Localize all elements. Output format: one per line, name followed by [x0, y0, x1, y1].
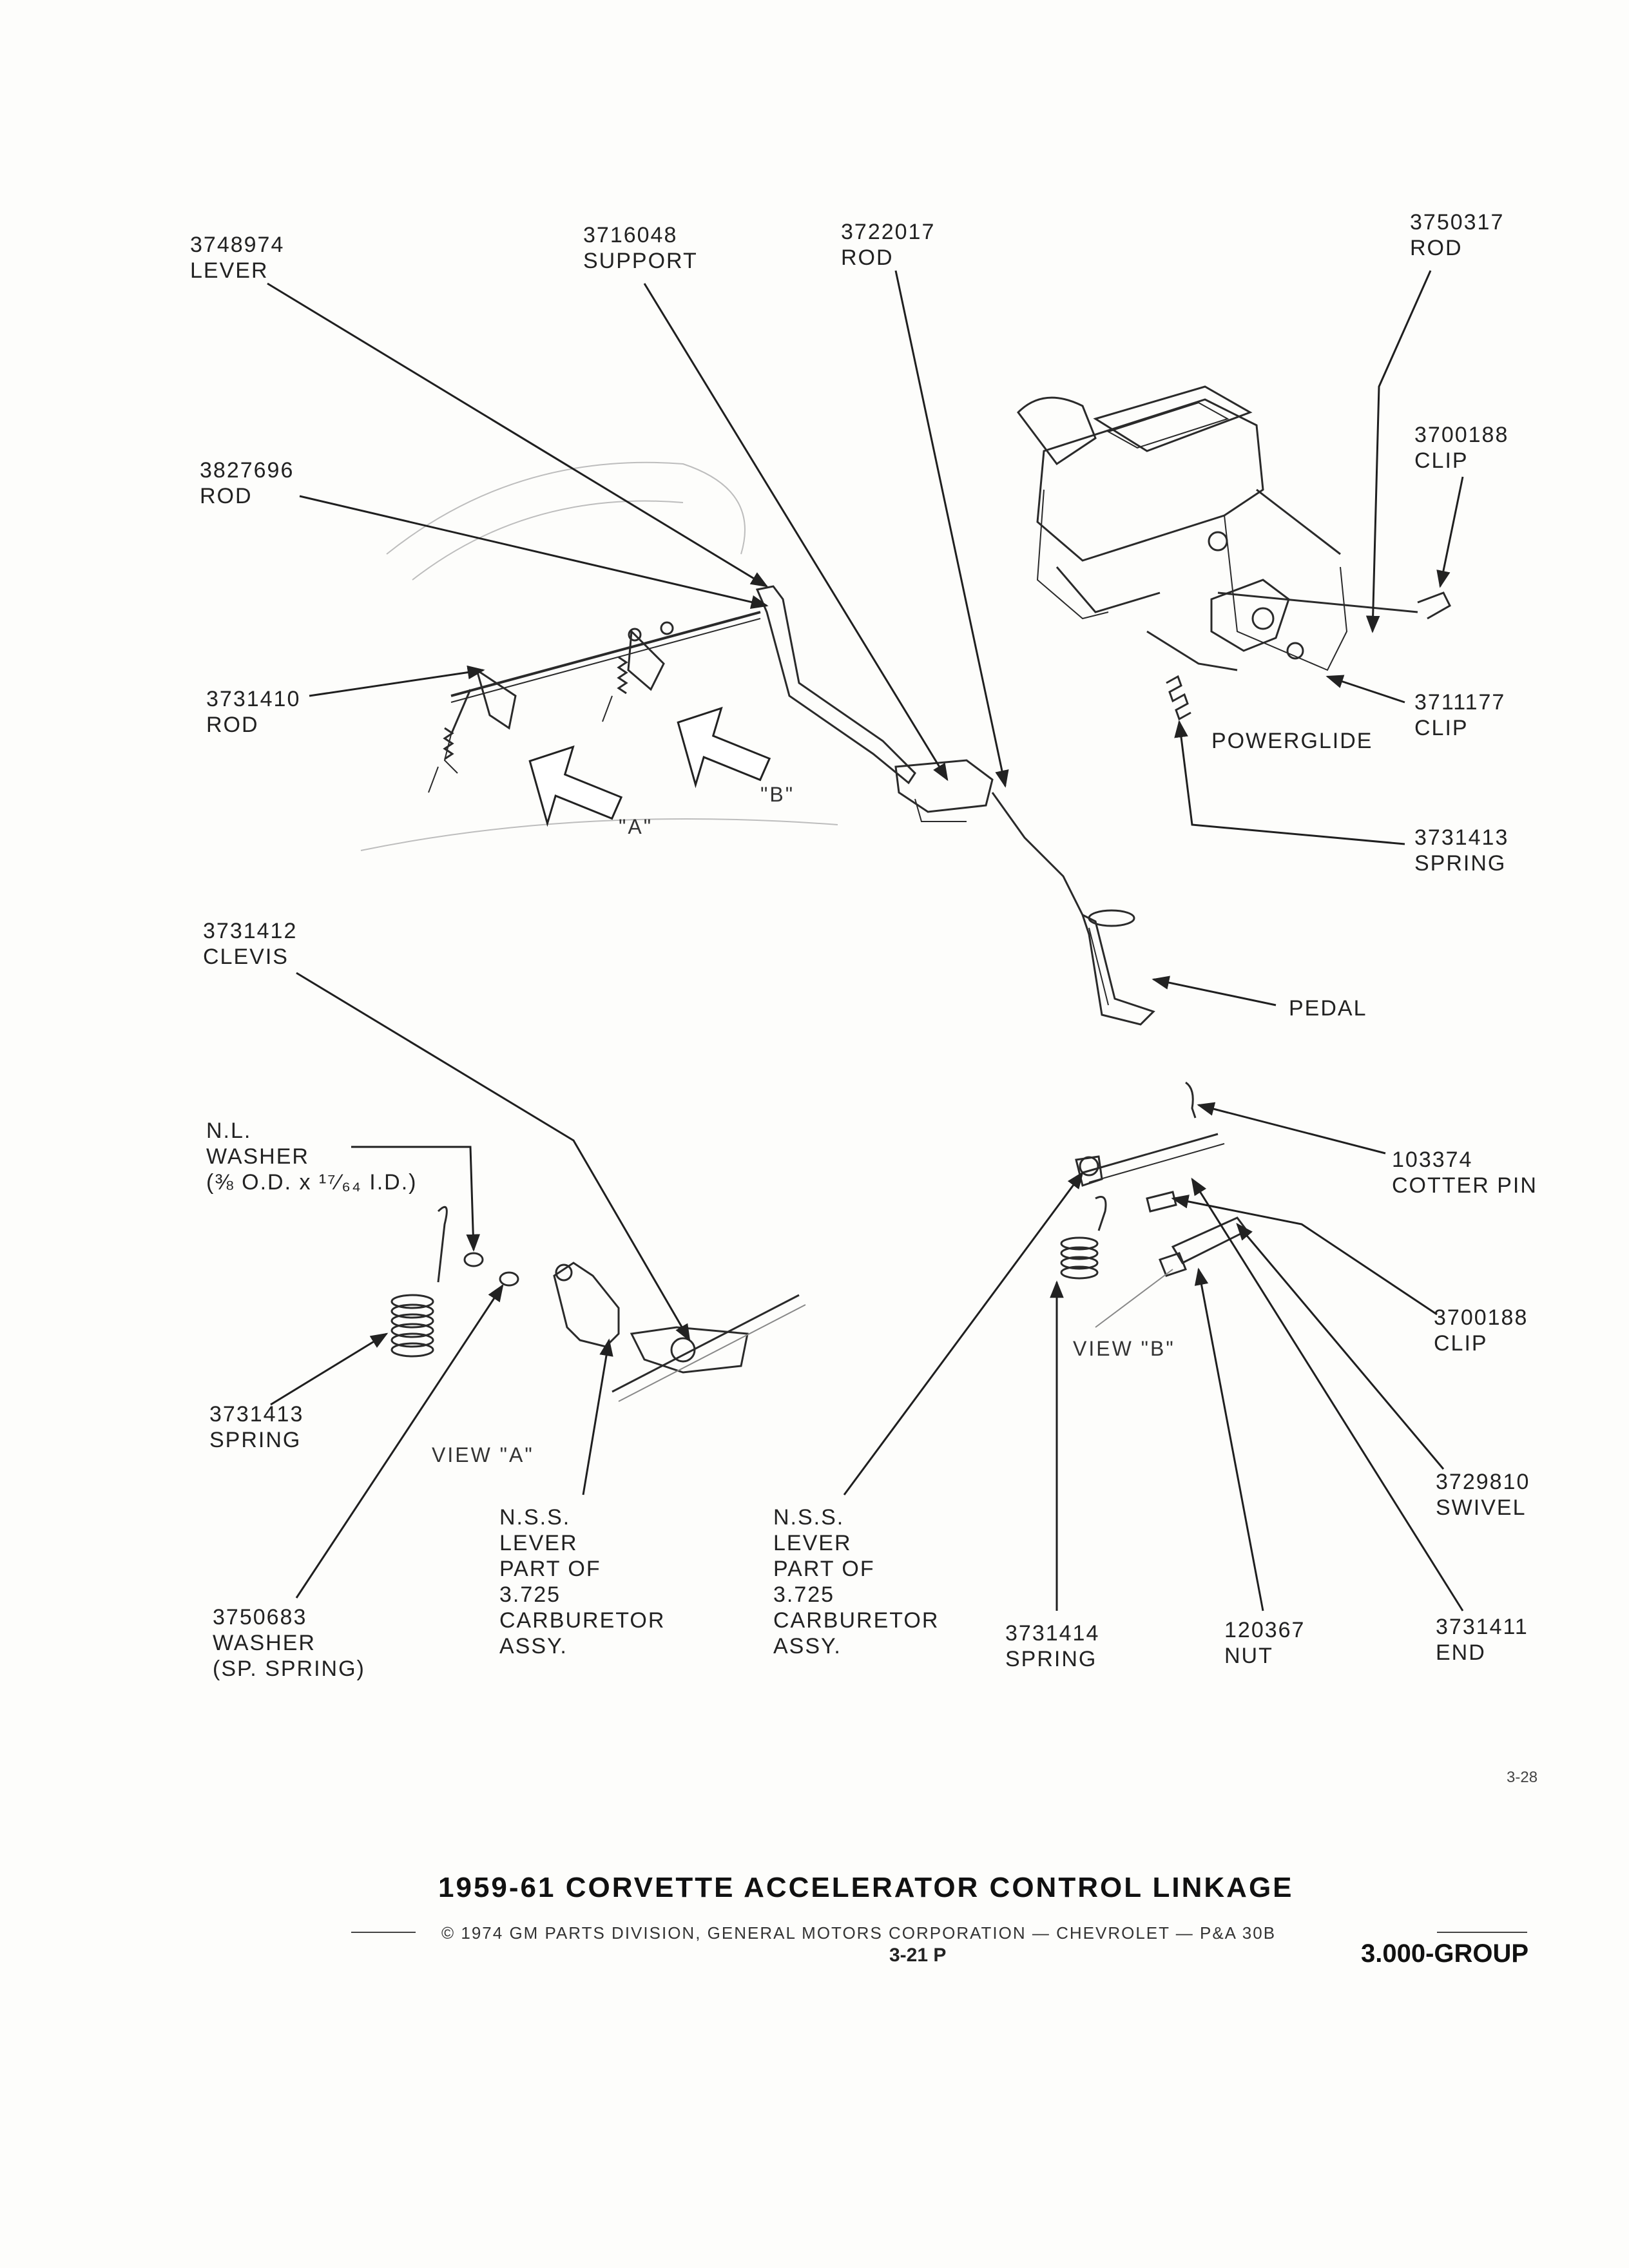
part-name: WASHER: [213, 1631, 316, 1655]
nss-label: N.S.S.: [499, 1505, 571, 1530]
part-number: 3731414: [1005, 1621, 1100, 1646]
sp-washer-shape: [500, 1273, 518, 1285]
leader-cotter-103374: [1199, 1105, 1385, 1153]
view-a-drawing: [392, 1207, 805, 1401]
part-name: SWIVEL: [1436, 1495, 1527, 1520]
callout-rod-3731410: [206, 686, 300, 738]
callout-clip-3711177: [1414, 689, 1505, 741]
page-number: 3-21 P: [889, 1945, 947, 1966]
clevis-shape: [631, 1327, 747, 1372]
leader-end-3731411: [1192, 1179, 1463, 1611]
leader-lever-3748974: [267, 284, 767, 586]
part-name: SUPPORT: [583, 249, 698, 273]
part-number: 3700188: [1434, 1305, 1528, 1330]
part-number: 3731413: [209, 1402, 304, 1427]
lever-a-shape: [554, 1263, 619, 1347]
callout-rod-3750317: [1410, 209, 1504, 261]
callout-spring-3731414: [1005, 1620, 1099, 1672]
part-name: NUT: [1224, 1644, 1273, 1668]
footer-rule-right: [1437, 1932, 1527, 1933]
copyright-line: © 1974 GM PARTS DIVISION, GENERAL MOTORS CORPORATION — CHEVROLET — P&A 30B: [441, 1923, 1277, 1943]
spring-b-coils: [1061, 1238, 1097, 1278]
leader-washer-3750683: [296, 1285, 503, 1598]
spring-a: [438, 1207, 447, 1282]
assy-name: CARBURETOR: [773, 1608, 940, 1633]
part-name: SPRING: [209, 1428, 302, 1452]
part-number: 103374: [1392, 1148, 1473, 1172]
part-name: CLIP: [1434, 1331, 1488, 1356]
part-of-label: PART OF: [773, 1557, 875, 1581]
bellcrank-lever: [757, 586, 915, 783]
nl-label: N.L.: [206, 1119, 252, 1143]
leader-nss-lever-a: [583, 1340, 609, 1495]
part-number: 3748974: [190, 233, 285, 257]
washer-size: (⅜ O.D. x ¹⁷⁄₆₄ I.D.): [206, 1170, 418, 1195]
leader-clip-3700188-bottom: [1173, 1198, 1437, 1314]
nl-washer-shape: [465, 1253, 483, 1266]
assy-name: CARBURETOR: [499, 1608, 666, 1633]
leader-spring-3731413-bottom: [271, 1334, 387, 1405]
callout-washer-3750683: [213, 1604, 365, 1682]
callout-spring-3731413-bottom: [209, 1401, 304, 1453]
part-name: CLIP: [1414, 448, 1469, 473]
leader-support-3716048: [644, 284, 947, 780]
part-number: 3700188: [1414, 423, 1509, 447]
assy-label: ASSY.: [773, 1634, 842, 1658]
leader-rod-3827696: [300, 496, 767, 606]
callout-rod-3722017: [841, 219, 935, 271]
view-a-rod: [612, 1295, 799, 1392]
part-of-label: PART OF: [499, 1557, 601, 1581]
part-note: (SP. SPRING): [213, 1657, 365, 1681]
leader-rod-3731410: [309, 670, 483, 696]
nut-shape: [1160, 1253, 1186, 1276]
part-number: 3731410: [206, 687, 301, 711]
part-name: LEVER: [190, 258, 269, 283]
callout-nss-lever-a: [499, 1504, 665, 1659]
callout-nl-washer: [206, 1118, 417, 1195]
view-a-label: VIEW "A": [432, 1443, 534, 1466]
callout-spring-3731413-top: [1414, 825, 1509, 876]
callout-swivel-3729810: [1436, 1469, 1530, 1521]
leader-rod-3722017: [896, 271, 1005, 786]
view-arrows: [528, 702, 773, 831]
arrow-a-shape: [528, 740, 624, 831]
spring-b-hook: [1095, 1197, 1106, 1231]
part-name: ROD: [206, 713, 259, 737]
top-assembly-drawing: [361, 387, 1450, 1024]
part-number: 120367: [1224, 1618, 1306, 1642]
part-name: LEVER: [499, 1531, 578, 1555]
part-number: 3731411: [1436, 1615, 1528, 1639]
part-name: POWERGLIDE: [1211, 729, 1373, 753]
part-name: ROD: [1410, 236, 1463, 260]
callout-end-3731411: [1436, 1614, 1528, 1666]
callout-clip-3700188-top: [1414, 422, 1509, 474]
part-number: 3731412: [203, 919, 298, 943]
part-name: CLEVIS: [203, 945, 289, 969]
part-number: 3716048: [583, 223, 678, 247]
clip-b-shape: [1147, 1192, 1176, 1211]
carburetor-outline: [1018, 387, 1347, 670]
view-b-drawing: [1061, 1082, 1247, 1327]
leader-clip-3700188-top: [1440, 477, 1463, 586]
part-name: PEDAL: [1289, 996, 1367, 1021]
cotter-pin-shape: [1186, 1082, 1195, 1118]
callout-pedal: [1289, 995, 1367, 1021]
part-number: 3750317: [1410, 210, 1505, 235]
part-number: 3750683: [213, 1605, 307, 1629]
part-name: ROD: [841, 245, 894, 270]
footer-rule-left: [351, 1932, 416, 1933]
leader-pedal: [1153, 979, 1276, 1005]
part-name: WASHER: [206, 1144, 309, 1169]
swivel-shape: [1173, 1218, 1247, 1263]
callout-clip-3700188-bottom: [1434, 1305, 1528, 1356]
part-name: COTTER PIN: [1392, 1173, 1537, 1198]
part-name: SPRING: [1414, 851, 1507, 876]
part-name: LEVER: [773, 1531, 852, 1555]
part-name: ROD: [200, 484, 253, 508]
assy-label: ASSY.: [499, 1634, 568, 1658]
part-name: SPRING: [1005, 1647, 1097, 1671]
leader-nss-lever-b: [844, 1173, 1083, 1495]
view-b-label: VIEW "B": [1073, 1337, 1175, 1360]
leader-nut-120367: [1199, 1269, 1263, 1611]
callout-clevis-3731412: [203, 918, 297, 970]
part-number: 3722017: [841, 220, 936, 244]
callout-nss-lever-b: [773, 1504, 939, 1659]
leader-swivel-3729810: [1237, 1224, 1443, 1469]
nss-label: N.S.S.: [773, 1505, 845, 1530]
group-number: 3.725: [499, 1582, 561, 1607]
part-number: 3729810: [1436, 1470, 1530, 1494]
arrow-b-shape: [677, 702, 773, 793]
callout-powerglide: [1211, 728, 1373, 754]
view-b-rod: [1083, 1134, 1218, 1173]
part-number: 3827696: [200, 458, 294, 483]
page-title: 1959-61 CORVETTE ACCELERATOR CONTROL LINKAGE: [438, 1872, 1294, 1903]
spring-a-coils: [392, 1295, 433, 1356]
part-name: END: [1436, 1640, 1486, 1665]
part-name: CLIP: [1414, 716, 1469, 740]
arrow-a-label: "A": [619, 815, 653, 838]
lever-assembly-b: [602, 622, 673, 722]
arrow-b-label: "B": [760, 783, 795, 806]
carb-rod: [1218, 593, 1418, 612]
callout-rod-3827696: [200, 457, 294, 509]
powerglide-spring: [1166, 677, 1191, 719]
leader-lines: [267, 271, 1463, 1611]
callout-nut-120367: [1224, 1617, 1305, 1669]
callout-lever-3748974: [190, 232, 284, 284]
part-number: 3711177: [1414, 690, 1506, 715]
part-number: 3731413: [1414, 825, 1509, 850]
group-number: 3.000-GROUP: [1361, 1939, 1529, 1968]
callout-cotter-103374: [1392, 1147, 1537, 1198]
pedal-rod: [992, 793, 1083, 915]
pedal-outline: [1083, 915, 1153, 1024]
callout-support-3716048: [583, 222, 698, 274]
figure-code: 3-28: [1507, 1769, 1538, 1786]
leader-clip-3711177: [1327, 677, 1405, 702]
group-number: 3.725: [773, 1582, 835, 1607]
